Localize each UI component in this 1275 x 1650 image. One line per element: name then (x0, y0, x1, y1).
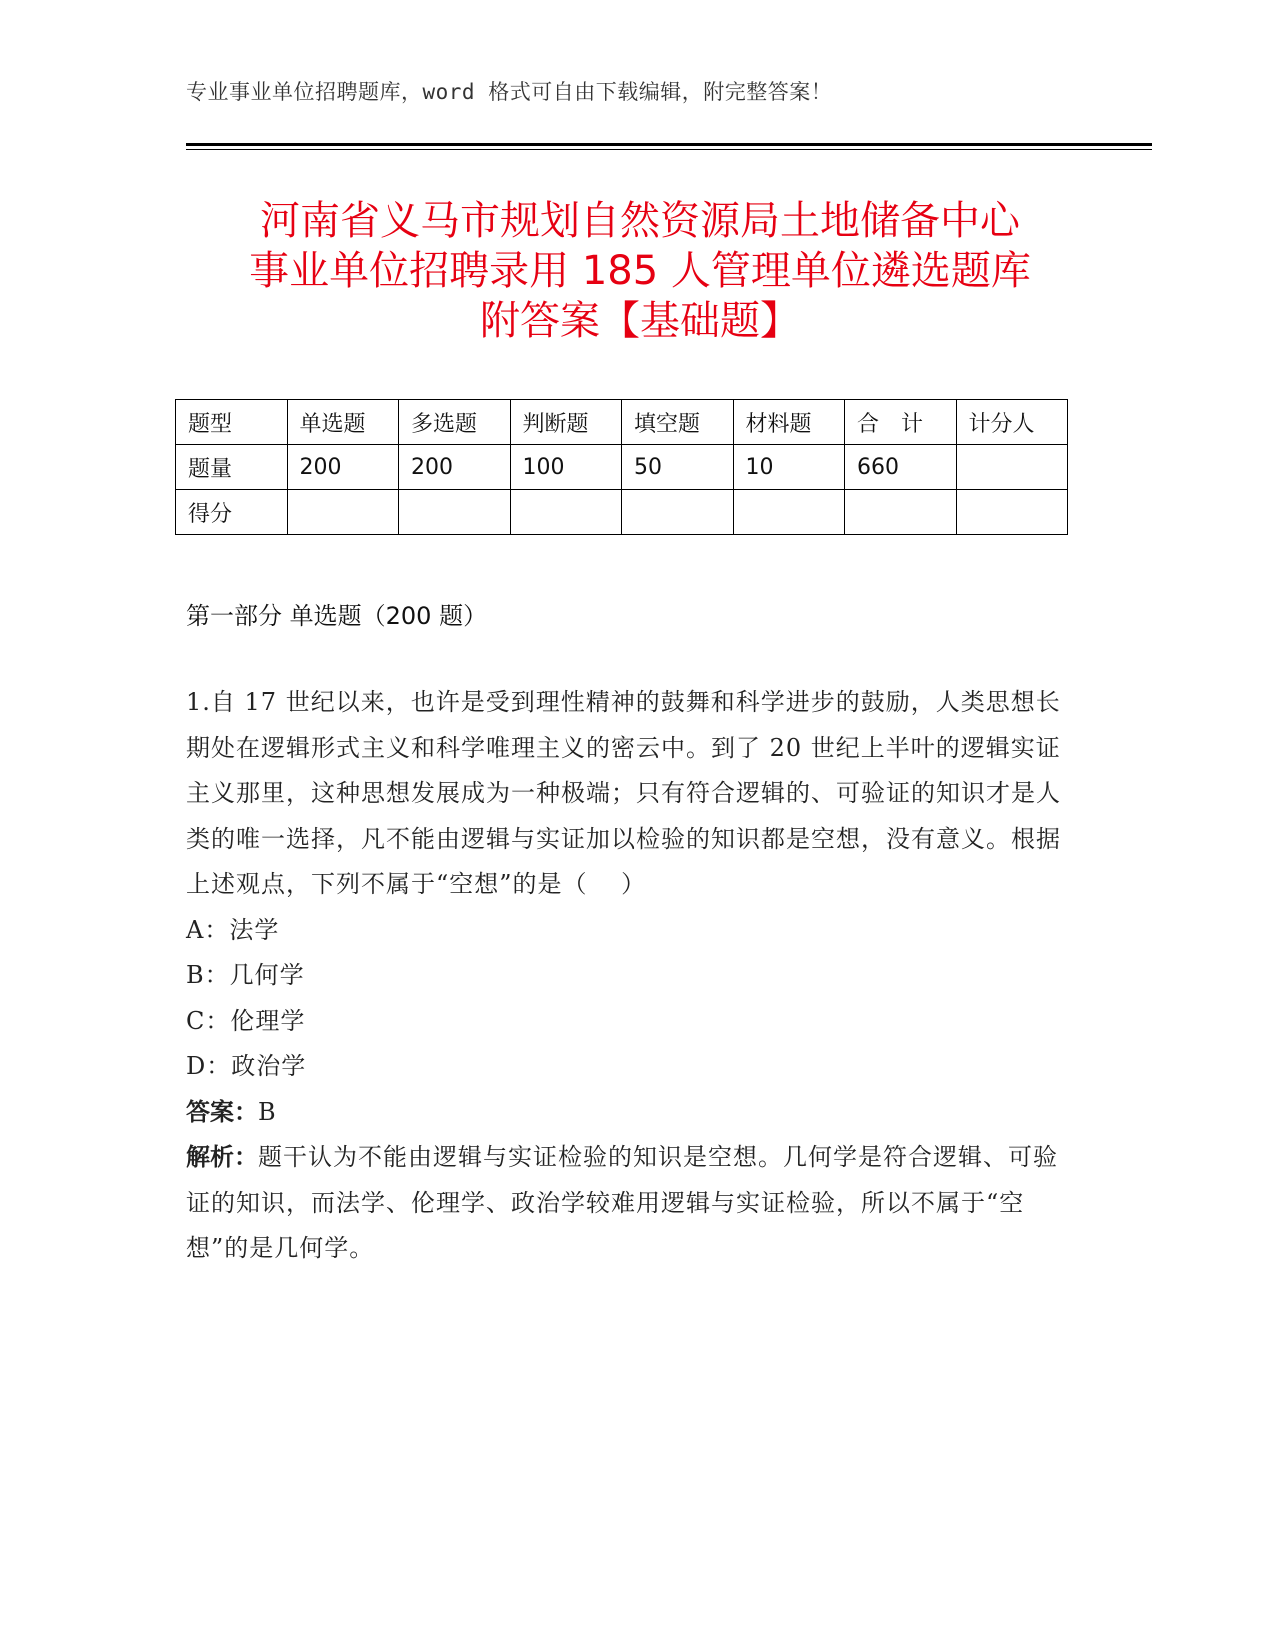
question-stem: 1.自 17 世纪以来，也许是受到理性精神的鼓舞和科学进步的鼓励，人类思想长期处在逻辑形式主义和科学唯理主义的密云中。到了 20 世纪上半叶的逻辑实证主义那里，这种思想发展成为一种极端；只有符合逻辑的、可验证的知识才是人类的唯一选择，凡不能由逻辑与实证加以检验的知识都是空想，没有意义。根据上述观点，下列不属于“空想”的是（ ） (186, 688, 1061, 898)
table-cell: 10 (733, 445, 845, 490)
table-cell: 判断题 (510, 400, 622, 445)
table-cell (622, 490, 734, 535)
analysis-text: 题干认为不能由逻辑与实证检验的知识是空想。几何学是符合逻辑、可验证的知识，而法学、伦理学、政治学较难用逻辑与实证检验，所以不属于“空想”的是几何学。 (186, 1143, 1058, 1262)
option-c: C：伦理学 (186, 1006, 306, 1035)
answer-label: 答案： (186, 1097, 258, 1126)
table-cell: 单选题 (287, 400, 399, 445)
analysis-label: 解析： (186, 1143, 258, 1171)
answer-value: B (258, 1097, 277, 1126)
table-cell: 计分人 (956, 400, 1068, 445)
score-table (175, 399, 1068, 535)
title-line-3: 附答案【基础题】 (480, 298, 800, 344)
table-cell: 题型 (176, 400, 288, 445)
header-note: 专业事业单位招聘题库，word 格式可自由下载编辑，附完整答案！ (186, 80, 833, 104)
table-cell (845, 490, 957, 535)
title-line-2: 事业单位招聘录用 185 人管理单位遴选题库 (249, 248, 1031, 294)
question-1 (186, 680, 1076, 1272)
answer-line (186, 1090, 1076, 1136)
option-b: B：几何学 (186, 961, 305, 989)
table-cell: 50 (622, 445, 734, 490)
header-divider-thin (186, 149, 1152, 150)
table-row (176, 445, 1068, 490)
table-row (176, 490, 1068, 535)
table-cell: 合 计 (845, 400, 957, 445)
table-cell: 100 (510, 445, 622, 490)
table-cell: 题量 (176, 445, 288, 490)
table-cell: 得分 (176, 490, 288, 535)
table-cell (399, 490, 511, 535)
table-cell: 材料题 (733, 400, 845, 445)
analysis-line (186, 1135, 1076, 1272)
table-cell: 多选题 (399, 400, 511, 445)
table-cell: 200 (399, 445, 511, 490)
table-cell: 660 (845, 445, 957, 490)
document-title (160, 196, 1120, 346)
option-d: D：政治学 (186, 1052, 307, 1080)
table-cell (510, 490, 622, 535)
table-cell (733, 490, 845, 535)
header-divider-thick (186, 143, 1152, 146)
table-cell (956, 445, 1068, 490)
option-a: A：法学 (186, 915, 280, 944)
table-cell (287, 490, 399, 535)
table-cell (956, 490, 1068, 535)
title-line-1: 河南省义马市规划自然资源局土地储备中心 (260, 198, 1020, 244)
section-title: 第一部分 单选题（200 题） (186, 602, 488, 630)
table-cell: 填空题 (622, 400, 734, 445)
table-cell: 200 (287, 445, 399, 490)
table-header-row (176, 400, 1068, 445)
